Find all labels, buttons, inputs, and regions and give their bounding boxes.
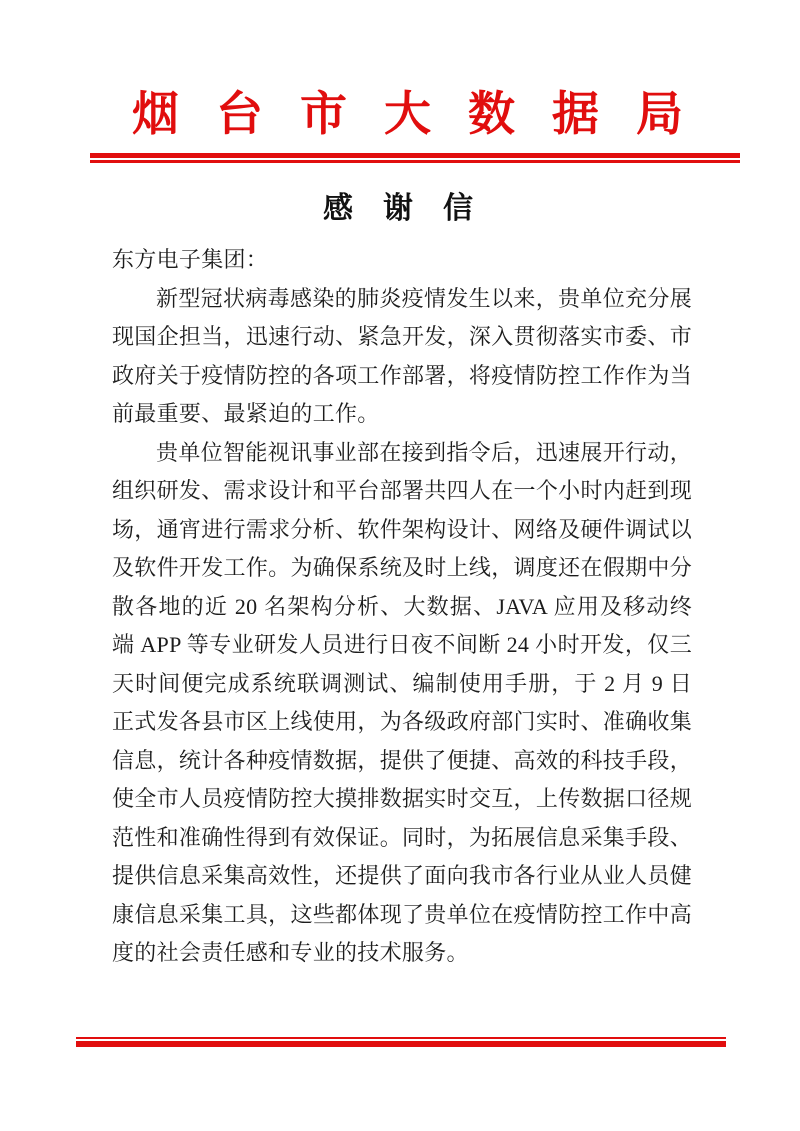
rule-thin-line	[90, 160, 740, 163]
letterhead-double-rule	[90, 153, 740, 163]
paragraph-1: 新型冠状病毒感染的肺炎疫情发生以来，贵单位充分展现国企担当，迅速行动、紧急开发，深入贯彻落实市委、市政府关于疫情防控的各项工作部署，将疫情防控工作作为当前最重要、最紧迫的工作。	[112, 285, 692, 426]
paragraph-2: 贵单位智能视讯事业部在接到指令后，迅速展开行动，组织研发、需求设计和平台部署共四人在一个小时内赶到现场，通宵进行需求分析、软件架构设计、网络及硬件调试以及软件开发工作。为确保系统及时上线，调度还在假期中分散各地的近 20 名架构分析、大数据、JAVA 应用及移动终端 APP 等专业研发人员进行日夜不间断 24 小时开发，仅三天时间便完成系统联调测试、编制使用手册，于 2 月 9 日正式发各县市区上线使用，为各级政府部门实时、准确收集信息，统计各种疫情数据，提供了便捷、高效的科技手段，使全市人员疫情防控大摸排数据实时交互，上传数据口径规范性和准确性得到有效保证。同时，为拓展信息采集手段、提供信息采集高效性，还提供了面向我市各行业从业人员健康信息采集工具，这些都体现了贵单位在疫情防控工作中高度的社会责任感和专业的技术服务。	[112, 439, 692, 965]
salutation: 东方电子集团：	[112, 247, 269, 272]
letter-title: 感谢信	[323, 192, 503, 225]
letter-body	[112, 241, 692, 973]
letterhead-title: 烟台市大数据局	[132, 89, 720, 141]
rule-thick-line	[76, 1041, 726, 1047]
footer-double-rule	[76, 1037, 726, 1047]
